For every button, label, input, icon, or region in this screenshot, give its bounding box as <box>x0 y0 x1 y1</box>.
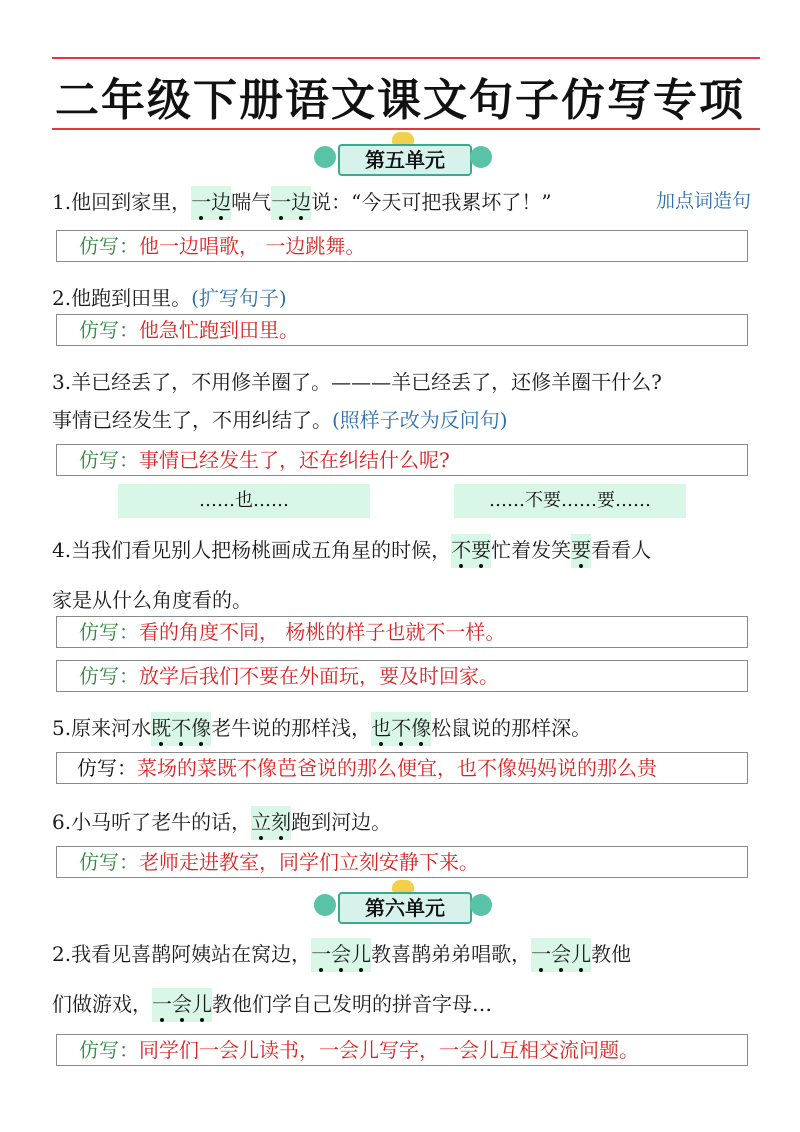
question-5: 5.原来河水既不像老牛说的那样浅，也不像松鼠说的那样深。 <box>52 712 591 741</box>
pattern-buyao-yao: ……不要……要…… <box>454 484 686 518</box>
question-3-line-1: 3.羊已经丢了，不用修羊圈了。———羊已经丢了，还修羊圈干什么? <box>52 370 662 394</box>
answer-box-7: 仿写：同学们一会儿读书，一会儿写字，一会儿互相交流问题。 <box>56 1034 748 1066</box>
highlight-word: 一会儿 <box>311 938 371 972</box>
top-rule <box>52 57 760 59</box>
unit-5-label: 第五单元 <box>338 144 472 176</box>
answer-box-6: 仿写：老师走进教室，同学们立刻安静下来。 <box>56 846 748 878</box>
question-4-line-1: 4.当我们看见别人把杨桃画成五角星的时候，不要忙着发笑要看看人 <box>52 534 651 563</box>
badge-ornament-right <box>470 894 492 916</box>
badge-ornament-right <box>470 146 492 168</box>
highlight-word: 也不像 <box>371 712 431 746</box>
highlight-word: 一会儿 <box>152 988 212 1022</box>
question-6: 6.小马听了老牛的话，立刻跑到河边。 <box>52 806 391 835</box>
unit-5-badge <box>308 140 498 176</box>
question-7-line-2: 们做游戏，一会儿教他们学自己发明的拼音字母… <box>52 988 492 1017</box>
question-7-line-1: 2.我看见喜鹊阿姨站在窝边，一会儿教喜鹊弟弟唱歌，一会儿教他 <box>52 938 631 967</box>
highlight-word: 一会儿 <box>531 938 591 972</box>
highlight-word: 一边 <box>271 186 311 220</box>
pattern-ye: ……也…… <box>118 484 370 518</box>
answer-box-5: 仿写：菜场的菜既不像芭爸说的那么便宜，也不像妈妈说的那么贵 <box>56 752 748 784</box>
highlight-word: 不要 <box>451 534 491 568</box>
question-4-line-2: 家是从什么角度看的。 <box>52 588 252 612</box>
highlight-word: 一边 <box>191 186 231 220</box>
badge-ornament-crown <box>392 880 414 892</box>
question-2: 2.他跑到田里。(扩写句子) <box>52 286 287 310</box>
answer-box-4a: 仿写：看的角度不同， 杨桃的样子也就不一样。 <box>56 616 748 648</box>
highlight-word: 既不像 <box>151 712 211 746</box>
title-underline <box>52 128 760 130</box>
question-1-hint: 加点词造句 <box>656 190 752 212</box>
unit-6-badge <box>308 888 498 924</box>
answer-box-1: 仿写：他一边唱歌， 一边跳舞。 <box>56 230 748 262</box>
badge-ornament-left <box>314 894 336 916</box>
answer-box-2: 仿写：他急忙跑到田里。 <box>56 314 748 346</box>
question-1: 1.他回到家里，一边喘气一边说：“今天可把我累坏了！” <box>52 186 552 215</box>
badge-ornament-crown <box>392 132 414 144</box>
highlight-word: 立刻 <box>251 806 291 840</box>
answer-box-3: 仿写：事情已经发生了，还在纠结什么呢? <box>56 444 748 476</box>
unit-6-label: 第六单元 <box>338 892 472 924</box>
highlight-word: 要 <box>571 534 591 568</box>
question-3-line-2: 事情已经发生了，不用纠结了。(照样子改为反问句) <box>52 408 508 432</box>
page-title: 二年级下册语文课文句子仿写专项 <box>55 75 745 126</box>
answer-box-4b: 仿写：放学后我们不要在外面玩，要及时回家。 <box>56 660 748 692</box>
badge-ornament-left <box>314 146 336 168</box>
